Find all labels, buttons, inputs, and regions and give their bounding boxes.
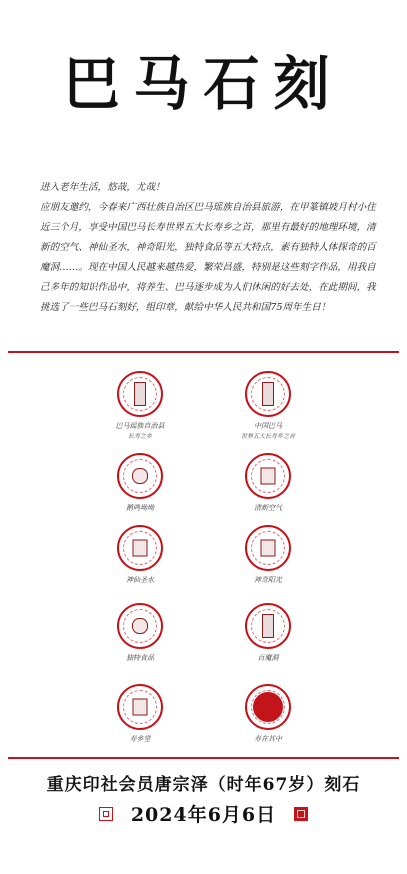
seal-label: 神奇阳光 — [254, 576, 282, 584]
seal-item — [80, 603, 200, 663]
seal-item — [80, 525, 200, 585]
date-line — [0, 800, 407, 827]
seal-item — [80, 684, 200, 744]
seal-sublabel: 世界五大长寿乡之首 — [240, 433, 295, 440]
engraver-credit: 重庆印社会员唐宗泽（时年67岁）刻石 — [46, 775, 361, 795]
name-seal-icon — [294, 807, 308, 821]
name-seal-icon — [99, 807, 113, 821]
seal-label: 独特食品 — [126, 654, 154, 662]
seal-impression — [117, 453, 163, 499]
seal-item — [208, 684, 328, 744]
seal-impression — [117, 525, 163, 571]
seal-impression — [245, 453, 291, 499]
seal-impression — [245, 603, 291, 649]
seal-label: 巴马瑶族自治县 — [115, 422, 165, 430]
seal-item — [208, 525, 328, 585]
seal-impression — [245, 684, 291, 730]
seal-impression — [245, 371, 291, 417]
seal-label: 寿乡堂 — [129, 735, 151, 743]
intro-body: 应朋友邀约，今春来广西壮族自治区巴马瑶族自治县旅游，在甲篆镇坡月村小住近三个月，享受中国巴马长寿世界五大长寿乡之首，那里有最好的地理环境，清新的空气、神仙圣水，神奇阳光，独特食品等五大特点，素有独特人体探奇的百魔洞……。现在中国人民越来越热爱，繁荣昌盛，特别是这些刻字作品，用我自己多年的知识作品中，将养生、巴马逐步成为人们休闲的好去处，在此期间，我挑选了一些巴马石刻好，组印章，献给中华人民共和国75周年生日！ — [40, 202, 376, 313]
seal-impression — [117, 371, 163, 417]
seal-sublabel: 长寿之乡 — [127, 433, 152, 440]
seal-impression — [117, 684, 163, 730]
seal-label: 寿在其中 — [254, 735, 282, 743]
seal-label: 百魔洞 — [257, 654, 279, 662]
seal-impression — [245, 525, 291, 571]
seal-item — [208, 453, 328, 513]
bottom-divider — [8, 757, 399, 759]
seal-label: 清新空气 — [254, 504, 282, 512]
seal-item — [80, 371, 200, 440]
seal-impression — [117, 603, 163, 649]
date-text: 2024年6月6日 — [130, 804, 277, 826]
seal-item — [208, 603, 328, 663]
seal-item — [80, 453, 200, 513]
seal-label: 神仙圣水 — [126, 576, 154, 584]
seal-item — [208, 371, 328, 440]
seal-label: 鹅鸣坳坳 — [126, 504, 154, 512]
seal-label: 中国巴马 — [254, 422, 282, 430]
page-title: 巴马石刻 — [63, 49, 344, 119]
intro-first-line: 进入老年生活，悠哉，尤哉！ — [40, 182, 165, 193]
